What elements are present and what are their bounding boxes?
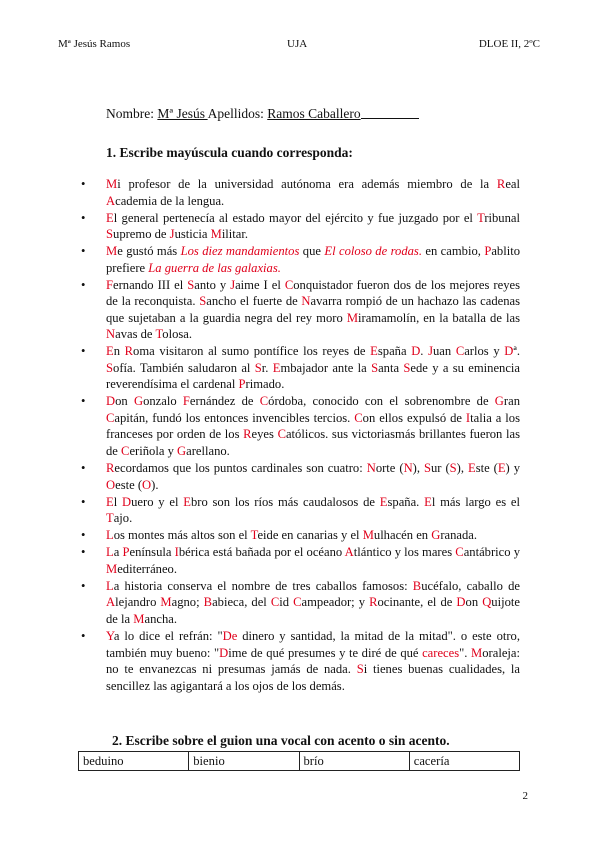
list-item: • El Duero y el Ebro son los ríos más caudalosos de España. El más largo es el Tajo. bbox=[106, 494, 520, 527]
header-course: DLOE II, 2ºC bbox=[478, 38, 540, 50]
list-item: • En Roma visitaron al sumo pontífice los reyes de España D. Juan Carlos y Dª. Sofía. También saludaron al Sr. Embajador ante la Santa Sede y a su eminencia reverendísima el cardenal Primado. bbox=[106, 343, 520, 393]
header-author: Mª Jesús Ramos bbox=[58, 38, 131, 50]
list-item: • Me gustó más Los diez mandamientos que El coloso de rodas. en cambio, Pablito prefiere La guerra de las galaxias. bbox=[106, 243, 520, 276]
exercise-2-title: 2. Escribe sobre el guion una vocal con acento o sin acento. bbox=[112, 733, 450, 748]
list-item: • Recordamos que los puntos cardinales son cuatro: Norte (N), Sur (S), Este (E) y Oeste (O). bbox=[106, 460, 520, 493]
exercise-1-list bbox=[106, 176, 520, 695]
vowel-answer: í bbox=[440, 753, 444, 768]
vowel-answer: í bbox=[314, 753, 318, 768]
list-item: • Fernando III el Santo y Jaime I el Conquistador fueron dos de los mejores reyes de la reconquista. Sancho el fuerte de Navarra rompió de un hachazo las cadenas que sujetaban a la guardia negra del rey moro Miramamolín, en la batalla de las Navas de Tolosa. bbox=[106, 277, 520, 343]
apellidos-blank-line bbox=[361, 106, 419, 119]
list-item: • El general pertenecía al estado mayor del ejército y fue juzgado por el Tribunal Supremo de Justicia Militar. bbox=[106, 210, 520, 243]
table-row bbox=[79, 752, 520, 771]
list-item: • Los montes más altos son el Teide en canarias y el Mulhacén en Granada. bbox=[106, 527, 520, 544]
nombre-value: Mª Jesús bbox=[157, 106, 208, 121]
exercise-1-title: 1. Escribe mayúscula cuando corresponda: bbox=[106, 145, 353, 160]
list-item: • La Península Ibérica está bañada por el océano Atlántico y los mares Cantábrico y Mediterráneo. bbox=[106, 544, 520, 577]
word-cell-4: cacería bbox=[409, 752, 519, 771]
apellidos-label: Apellidos: bbox=[207, 106, 268, 121]
list-item: • Don Gonzalo Fernández de Córdoba, conocido con el sobrenombre de Gran Capitán, fundó los entonces invencibles tercios. Con ellos expulsó de Italia a los franceses por orden de los Reyes Católicos. sus victoriasmás brillantes fueron las de Ceriñola y Garellano. bbox=[106, 393, 520, 459]
nombre-label: Nombre: bbox=[106, 106, 154, 121]
exercise-2-table bbox=[78, 751, 520, 771]
word-cell-3: brío bbox=[299, 752, 409, 771]
apellidos-value: Ramos Caballero bbox=[267, 106, 361, 121]
list-item: • Mi profesor de la universidad autónoma era además miembro de la Real Academia de la lengua. bbox=[106, 176, 520, 209]
word-cell-2: bienio bbox=[189, 752, 299, 771]
student-name-line bbox=[106, 106, 419, 122]
word-cell-1: beduino bbox=[79, 752, 189, 771]
list-item: • Ya lo dice el refrán: "De dinero y santidad, la mitad de la mitad". o este otro, también muy bueno: "Dime de qué presumes y te diré de qué careces". Moraleja: no te envanezcas ni presumas jamás de nada. Si tienes buenas cualidades, la sencillez las agigantará a los ojos de los demás. bbox=[106, 628, 520, 694]
vowel-answer: i bbox=[107, 753, 111, 768]
page-number: 2 bbox=[522, 790, 528, 802]
vowel-answer: i bbox=[214, 753, 219, 768]
header-university: UJA bbox=[287, 38, 308, 50]
list-item: • La historia conserva el nombre de tres caballos famosos: Bucéfalo, caballo de Alejandro Magno; Babieca, del Cid Campeador; y Rocinante, el de Don Quijote de la Mancha. bbox=[106, 578, 520, 628]
